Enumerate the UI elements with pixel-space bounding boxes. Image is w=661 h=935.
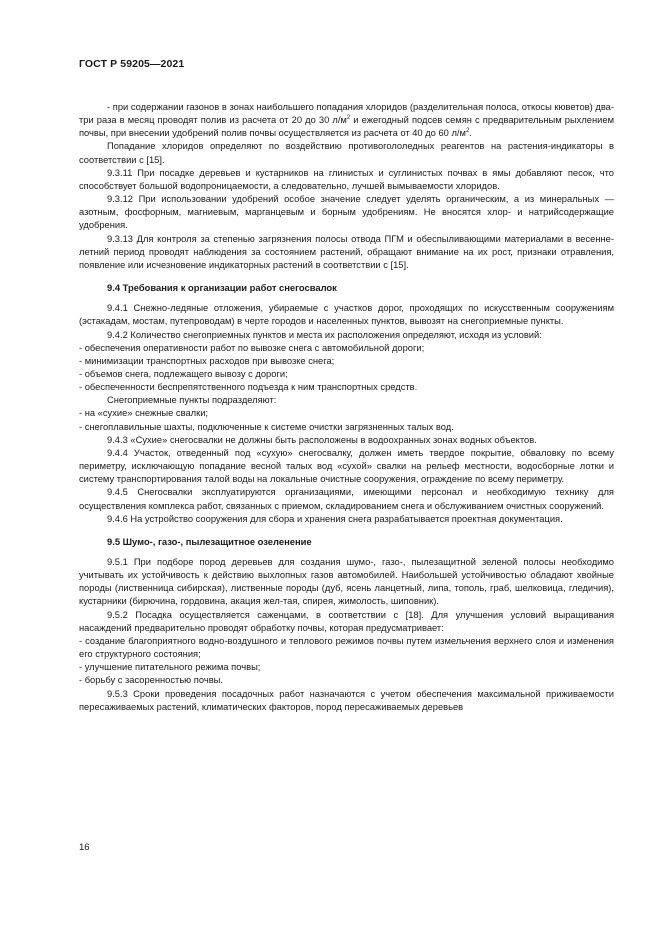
paragraph-9-3-12: 9.3.12 При использовании удобрений особое значение следует уделять органическим, а из минеральных — азотным, фосфорным, магниевым, марганцевым и борным удобрениям. Не вносятся хлор- и натрийсодержащие удобрения. bbox=[79, 194, 614, 231]
paragraph-9-4-1: 9.4.1 Снежно-ледяные отложения, убираемые с участков дорог, проходящих по искусственным сооружениям (эстакадам, мостам, путепроводам) в черте городов и населенных пунктов, вывозят на снегоприемные пункты. bbox=[79, 303, 614, 327]
list-item: - обеспечения оперативности работ по вывозке снега с автомобильной дороги; bbox=[79, 342, 425, 353]
paragraph-snow-points: Снегоприемные пункты подразделяют: bbox=[107, 395, 277, 406]
list-item: - создание благоприятного водно-воздушного и теплового режимов почвы путем измельчения верхнего слоя и изменения его структурного состояния; bbox=[79, 635, 614, 660]
paragraph-9-4-3: 9.4.3 «Сухие» снегосвалки не должны быть расположены в водоохранных зонах водных объектов. bbox=[107, 434, 537, 445]
page-number: 16 bbox=[79, 842, 90, 853]
paragraph-9-4-2: 9.4.2 Количество снегоприемных пунктов и места их расположения определяют, исходя из условий: bbox=[107, 329, 542, 340]
list-item: - снегоплавильные шахты, подключенные к системе очистки загрязненных талых вод. bbox=[79, 421, 454, 432]
paragraph-text: - при содержании газонов в зонах наибольшего попадания хлоридов (разделительная полоса, откосы кюветов) два-три раза в месяц проводят полив из расчета от 20 до 30 л/м bbox=[79, 102, 614, 126]
paragraph-9-5-2: 9.5.2 Посадка осуществляется саженцами, в соответствии с [18]. Для улучшения условий выращивания насаждений предварительно проводят обработку почвы, которая предусматривает: bbox=[79, 609, 614, 633]
paragraph-text: и ежегодный подсев семян с предварительным рыхлением почвы, при внесении удобрений полив почвы осуществляется из расчета от 40 до 60 л/м bbox=[79, 115, 614, 139]
list-item: - борьбу с засоренностью почвы. bbox=[79, 675, 223, 686]
paragraph-text: . bbox=[469, 128, 472, 139]
paragraph-9-3-11: 9.3.11 При посадке деревьев и кустарников на глинистых и суглинистых почвах в ямы добавляют песок, что способствует большой водопроницаемости, а следовательно, лучшей вымываемости хлоридов. bbox=[79, 167, 614, 191]
document-body bbox=[79, 101, 614, 714]
paragraph-lawn-watering bbox=[79, 101, 614, 140]
paragraph-9-5-1: 9.5.1 При подборе пород деревьев для создания шумо-, газо-, пылезащитной зеленой полосы необходимо учитывать их устойчивость к действию выхлопных газов автомобилей. Наибольшей устойчивостью обладают хвойные породы (лиственница сибирская), лиственные породы (дуб, ясень ланцетный, липа, тополь, граб, шелковица, гледичия), кустарники (бирючина, гордовина, акация жел-тая, спирея, жимолость, шиповник). bbox=[79, 557, 614, 607]
section-heading-9-4: 9.4 Требования к организации работ снегосвалок bbox=[107, 282, 337, 294]
list-item: - минимизации транспортных расходов при вывозке снега; bbox=[79, 355, 335, 366]
superscript: 2 bbox=[346, 115, 351, 122]
paragraph-9-5-3: 9.5.3 Сроки проведения посадочных работ назначаются с учетом обеспечения максимальной приживаемости пересаживаемых растений, климатических факторов, пород пересаживаемых деревьев bbox=[79, 688, 614, 712]
list-item: - объемов снега, подлежащего вывозу с дороги; bbox=[79, 368, 288, 379]
superscript: 2 bbox=[465, 128, 470, 135]
paragraph-9-4-4: 9.4.4 Участок, отведенный под «сухую» снегосвалку, должен иметь твердое покрытие, обваловку по всему периметру, исключающую попадание весной талых вод «сухой» свалки на рельеф местности, водосборные лотки и систему транспортирования талой воды на локальные очистные сооружения, ограждение по всему периметру. bbox=[79, 447, 614, 485]
paragraph-9-4-5: 9.4.5 Снегосвалки эксплуатируются организациями, имеющими персонал и необходимую технику для осуществления комплекса работ, связанных с приемом, складированием снега и обслуживанием очистных сооружений. bbox=[79, 487, 614, 511]
paragraph-9-4-6: 9.4.6 На устройство сооружения для сбора и хранения снега разрабатывается проектная документация. bbox=[107, 513, 563, 524]
list-item: - обеспеченности беспрепятственного подъезда к ним транспортных средств. bbox=[79, 382, 418, 393]
document-header: ГОСТ Р 59205—2021 bbox=[79, 58, 185, 70]
paragraph-chloride-indicators: Попадание хлоридов определяют по воздействию противогололедных реагентов на растения-индикаторы в соответствии с [15]. bbox=[79, 141, 614, 165]
list-item: - улучшение питательного режима почвы; bbox=[79, 662, 261, 673]
paragraph-9-3-13: 9.3.13 Для контроля за степенью загрязнения полосы отвода ПГМ и обеспыливающими материалами в весенне-летний период проводят наблюдения за состоянием растений, обращают внимание на их рост, признаки отравления, появление или исчезновение индикаторных растений в соответствии с [15]. bbox=[79, 233, 614, 270]
section-heading-9-5: 9.5 Шумо-, газо-, пылезащитное озеленение bbox=[107, 535, 312, 547]
list-item: - на «сухие» снежные свалки; bbox=[79, 408, 209, 419]
